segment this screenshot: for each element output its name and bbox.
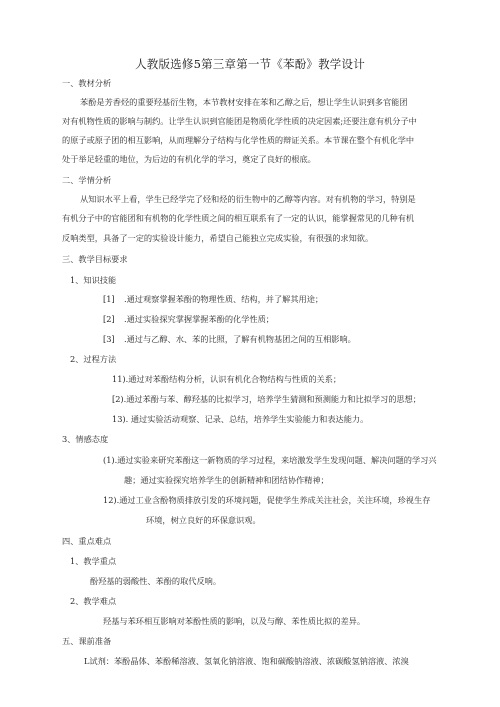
paragraph-line: 酚羟基的弱酸性、苯酚的取代反响。: [90, 576, 222, 586]
subsection-heading: 2、过程方法: [70, 354, 117, 364]
list-item-number: [1]: [103, 294, 115, 304]
list-item-number: [2]: [103, 314, 115, 324]
list-item: 12).通过工业含酚物质排放引发的环境问题，促使学生养成关注社会，关注环境，珍视生存: [103, 495, 431, 505]
list-item-number: [3]: [103, 334, 115, 344]
paragraph-line: 对有机物性质的影响与制约。让学生认识到官能团是物质化学性质的决定因素;还要注意有机分子中: [62, 116, 417, 126]
paragraph-line: 苯酚是芳香烃的重要羟基衍生物，本节教材安排在苯和乙醇之后，想让学生认识到多官能团: [80, 97, 408, 107]
paragraph-line: 的原子或原子团的相互影响，从而理解分子结构与化学性质的辩证关系。本节课在整个有机化学中: [62, 135, 415, 145]
paragraph-line: 从知识水平上看，学生已经学完了烃和烃的衍生物中的乙醇等内容。对有机物的学习，特别是: [80, 194, 416, 204]
section-heading-3: 三、教学目标要求: [62, 254, 128, 264]
list-item: 13). 通过实验活动观察、记录、总结，培养学生实验能力和表达能力。: [112, 414, 369, 424]
paragraph-line: 羟基与苯环相互影响对苯酚性质的影响，以及与醇、苯性质比拟的差异。: [103, 616, 366, 626]
subsection-heading: 1、教学重点: [70, 556, 117, 566]
list-item-text: .通过实验探究掌握掌握苯酚的化学性质；: [124, 314, 274, 324]
subsection-heading: 3、情感态度: [62, 434, 109, 444]
section-heading-2: 二、学情分析: [62, 175, 112, 185]
document-title: 人教版选修5第三章第一节《苯酚》教学设计: [135, 57, 365, 71]
list-item: (1).通过实验来研究苯酚这一新物质的学习过程，来培激发学生发现问题、解决问题的学习兴: [103, 455, 437, 465]
list-item-text: .通过与乙醇、水、苯的比照，了解有机物基团之间的互相影响。: [124, 334, 356, 344]
subsection-heading: 1、知识技能: [70, 275, 117, 285]
list-item-continuation: 环境，树立良好的环保意识观。: [146, 515, 261, 525]
section-heading-5: 五、课前准备: [62, 636, 112, 646]
paragraph-line: 反响类型，具备了一定的实验设计能力，希望自己能独立完成实验，有很强的求知欲。: [62, 233, 374, 243]
list-item-continuation: 趣；通过实验探究培养学生的创新精神和团结协作精神；: [124, 475, 329, 485]
section-heading-4: 四、重点难点: [62, 536, 112, 546]
section-heading-1: 一、教材分析: [62, 78, 112, 88]
list-item: [2).通过苯酚与苯、醇羟基的比拟学习，培养学生猜测和预测能力和比拟学习的思想；: [112, 394, 421, 404]
paragraph-line: 有机分子中的官能团和有机物的化学性质之间的相互联系有了一定的认识，能掌握常见的几种有机: [62, 213, 415, 223]
paragraph-line: 处于举足轻重的地位，为后边的有机化学的学习，奠定了良好的根底。: [62, 154, 316, 164]
paragraph-line: L试剂：苯酚晶体、苯酚稀溶液、氢氧化钠溶液、饱和碳酸钠溶液、浓碳酸氢钠溶液、浓溴: [84, 656, 409, 666]
list-item-text: .通过观察掌握苯酚的物理性质、结构，并了解其用途；: [124, 294, 324, 304]
subsection-heading: 2、教学难点: [70, 596, 117, 606]
list-item: 11).通过对苯酚结构分析，认识有机化合物结构与性质的关系；: [112, 374, 342, 384]
